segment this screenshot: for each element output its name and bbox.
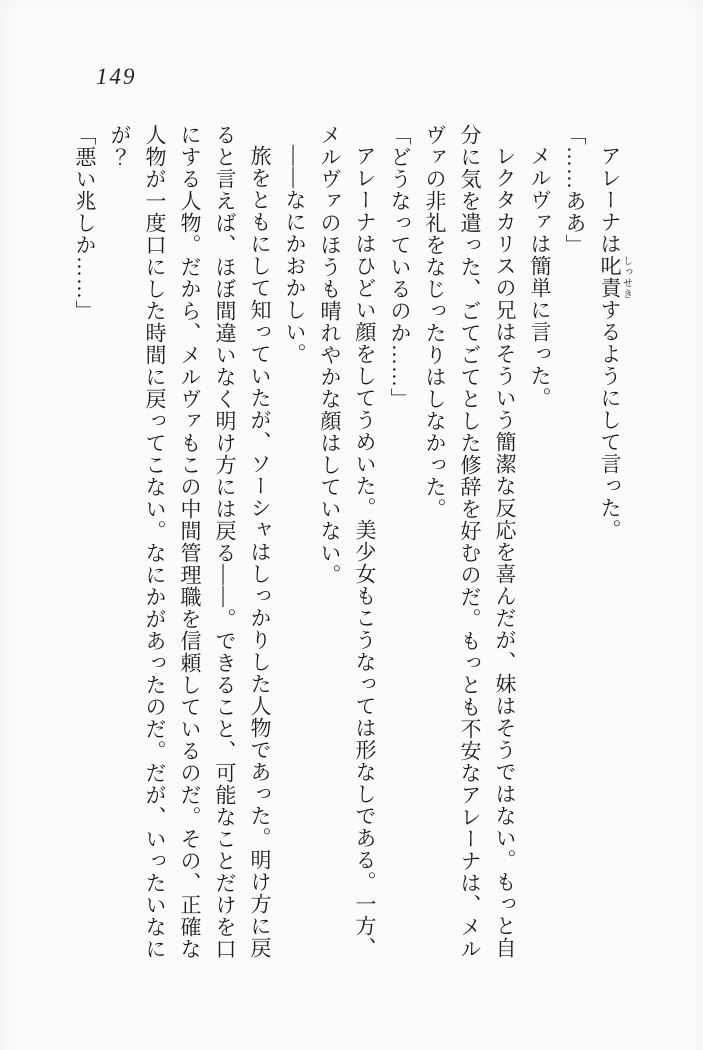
paragraph: 「どうなっているのか……」	[388, 124, 412, 410]
paragraph: アレーナはひどい顔をしてうめいた。美少女もこうなっては形なしである。一方、メルヴァのほうも晴れやかな顔はしていない。	[318, 124, 377, 959]
text-block	[67, 124, 631, 964]
paragraph: 旅をともにして知っていたが、ソーシャはしっかりした人物であった。明け方に戻ると言えば、ほぼ間違いなく明け方には戻る――。できること、可能なことだけを口にする人物。だから、メルヴァもこの中間管理職を信頼しているのだ。その、正確な人物が一度口にした時間に戻ってこない。なにかがあったのだ。だが、いったいなにが？	[108, 124, 272, 960]
paragraph: メルヴァは簡単に言った。	[528, 145, 552, 409]
paragraph: 「悪い兆しか……」	[73, 124, 97, 322]
paragraph: レクタカリスの兄はそういう簡潔な反応を喜んだが、妹はそうではない。もっと自分に気を遣った、ごてごてとした修辞を好むのだ。もっとも不安なアレーナは、メルヴァの非礼をなじったりはしなかった。	[423, 124, 517, 960]
paragraph: アレーナは叱責しっせきするようにして言った。	[598, 145, 632, 541]
paragraph: ――なにかおかしい。	[283, 145, 307, 365]
page-number: 149	[96, 64, 137, 89]
paragraph: 「……ああ」	[563, 124, 587, 256]
ruby-annotated-word: 叱責しっせき	[598, 255, 632, 299]
